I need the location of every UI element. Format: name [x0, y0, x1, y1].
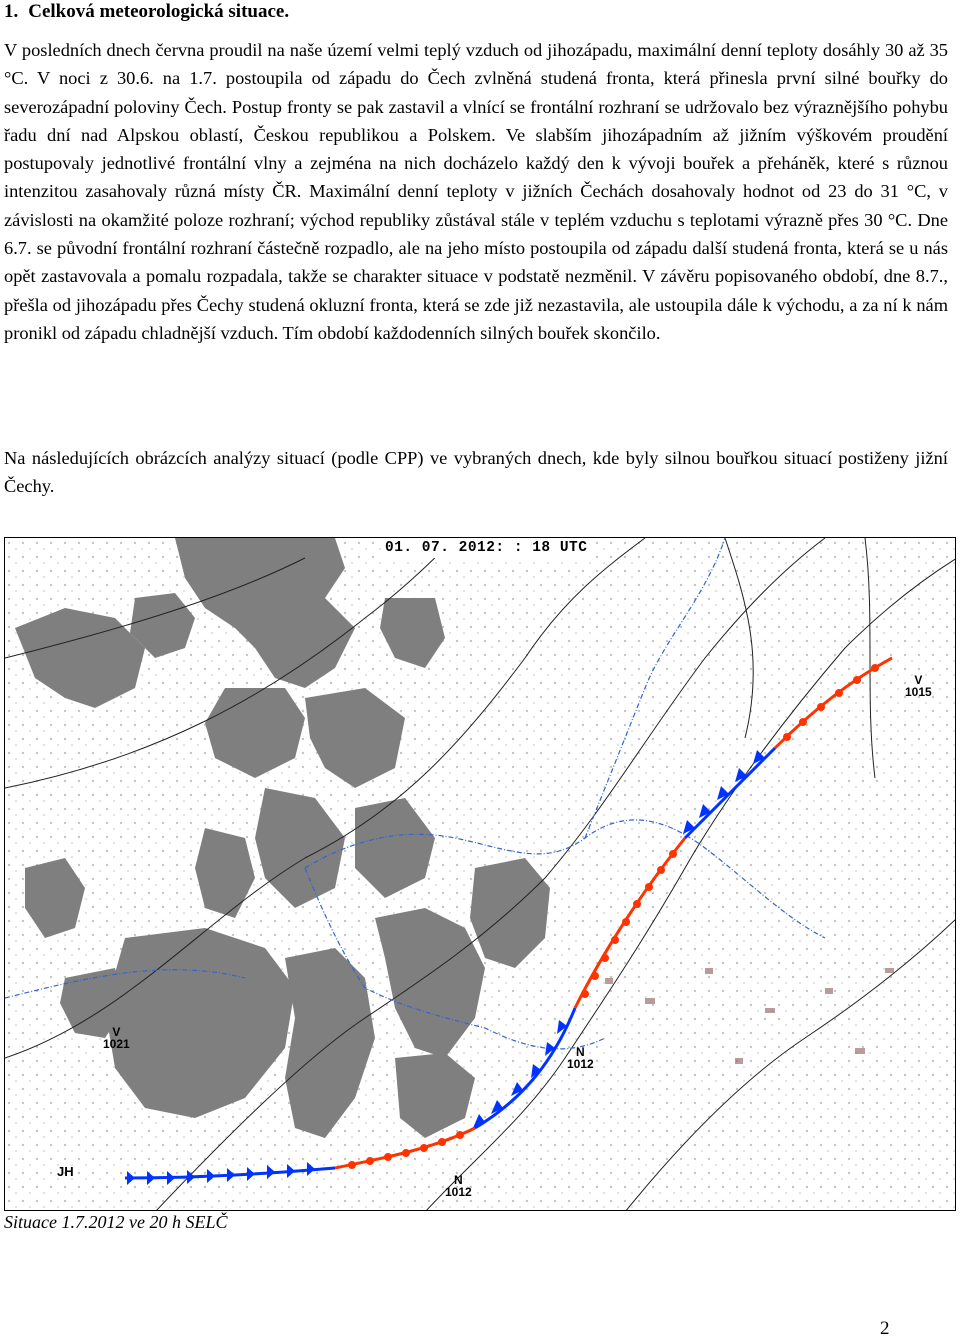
pressure-value: 1012: [567, 1057, 594, 1071]
pressure-letter: V: [914, 673, 923, 687]
pressure-value: 1015: [905, 685, 932, 699]
pressure-letter: N: [454, 1173, 463, 1187]
pressure-value: 1012: [445, 1185, 472, 1199]
page-number: 2: [880, 1318, 890, 1339]
high-pressure-east: [905, 674, 932, 698]
figure-caption: Situace 1.7.2012 ve 20 h SELČ: [4, 1212, 228, 1232]
high-pressure-west: [103, 1026, 130, 1050]
paragraph-figure-intro: Na následujících obrázcích analýzy situací (podle CPP) ve vybraných dnech, kde byly silnou bouřkou situací postiženy jižní Čechy.: [4, 448, 948, 497]
pressure-letter: N: [576, 1045, 585, 1059]
paragraph-synoptic-description: V posledních dnech června proudil na naše území velmi teplý vzduch od jihozápadu, maximální denní teploty dosáhly 30 až 35 °C. V noci z 30.6. na 1.7. postoupila od západu do Čech zvlněná studená fronta, která přinesla první silné bouřky do severozápadní poloviny Čech. Postup fronty se pak zastavil a vlnící se frontální rozhraní se udržovalo bez výraznějšího pohybu řadu dní nad Alpskou oblastí, Českou republikou a Polskem. Ve slabším jihozápadním až jižním výškovém proudění postupovaly jednotlivé frontální vlny a zejména na nich docházelo každý den k vývoji bouřek a přeháněk, které s různou intenzitou zasahovaly různá místy ČR. Maximální denní teploty v jižních Čechách dosahovaly hodnot od 23 do 31 °C, v závislosti na okamžité poloze rozhraní; východ republiky zůstával stále v teplém vzduchu s teplotami výrazně přes 30 °C. Dne 6.7. se původní frontální rozhraní částečně rozpadlo, ale na jeho místo postoupila od západu další studená fronta, která se u nás opět zastavovala a pomalu rozpadala, takže se charakter situace v podstatě nezměnil. V závěru popisovaného období, dne 8.7., přešla od jihozápadu přes Čechy studená okluzní fronta, která se zde již nezastavila, ale ustoupila dále k východu, a za ní k nám pronikl od západu chladnější vzduch. Tím období každodenních silných bouřek skončilo.: [4, 40, 948, 343]
map-title: 01. 07. 2012: : 18 UTC: [381, 538, 591, 558]
section-heading: [4, 0, 289, 24]
low-pressure-center: [567, 1046, 594, 1070]
map-graphics: [5, 538, 956, 1211]
synoptic-map: [4, 537, 956, 1211]
pressure-value: 1021: [103, 1037, 130, 1051]
jh-label: JH: [57, 1164, 74, 1179]
section-title: Celková meteorologická situace.: [28, 1, 290, 22]
low-pressure-south: [445, 1174, 472, 1198]
pressure-letter: V: [112, 1025, 121, 1039]
section-number: 1.: [4, 1, 19, 22]
